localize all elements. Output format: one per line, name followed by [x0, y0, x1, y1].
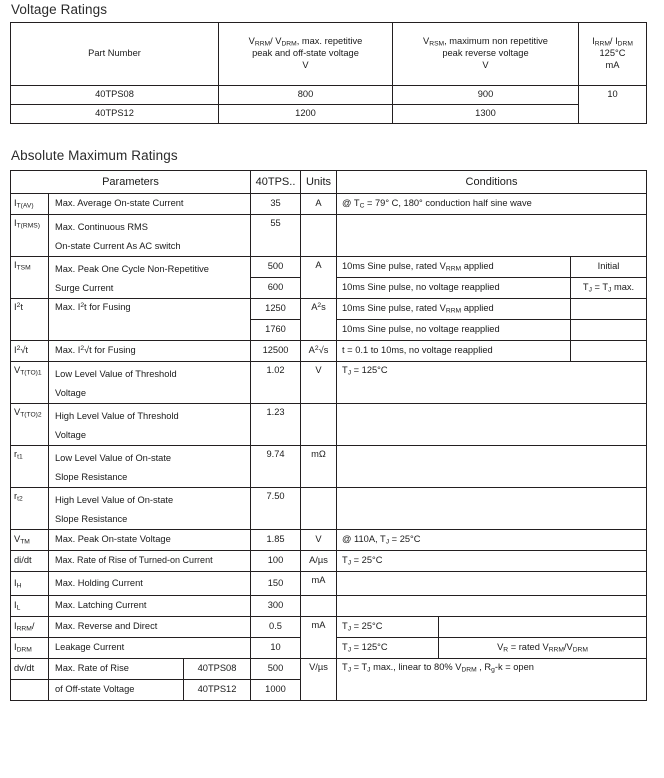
- cell-units-didt: A/µs: [301, 551, 337, 572]
- parameter-line2: On-state Current As AC switch: [55, 241, 181, 251]
- cell-conditions-itsm-b: [337, 278, 647, 299]
- cell-vrrm-vdrm: 800: [219, 86, 393, 105]
- table-row: [11, 86, 647, 105]
- table-row-i2t-a: [11, 299, 647, 320]
- table-row-dvdt-a: [11, 659, 647, 680]
- condition-text-i2t-b: 10ms Sine pulse, no voltage reapplied: [337, 320, 571, 340]
- cell-symbol-vt-to-1: $V_{T(TO)1}$: [11, 362, 49, 404]
- cell-value-vt-to-1: 1.02: [251, 362, 301, 404]
- cell-units-it-rms: [301, 215, 337, 257]
- cell-conditions-idrm: [337, 638, 647, 659]
- cell-parameter-didt: Max. Rate of Rise of Turned-on Current: [49, 551, 251, 572]
- vrrm-header-unit: V: [302, 59, 309, 70]
- cell-parameter-i2rt: Max. $I^2√t$ for Fusing: [49, 341, 251, 362]
- table-row-rt2: [11, 488, 647, 530]
- parameter-line1: Low Level Value of On-state: [55, 453, 172, 463]
- column-header-parameters: Parameters: [11, 171, 251, 194]
- condition-text-itsm-a: 10ms Sine pulse, rated $V_{RRM}$ applied: [337, 257, 571, 277]
- table-row-it-rms: [11, 215, 647, 257]
- cell-parameter-dvdt-b: [49, 680, 251, 701]
- cell-parameter-ih: Max. Holding Current: [49, 572, 251, 596]
- cell-value-vtm: 1.85: [251, 530, 301, 551]
- cell-conditions-vt-to-2: [337, 404, 647, 446]
- table-row-itsm-a: [11, 257, 647, 278]
- condition-text-i2rt: t = 0.1 to 10ms, no voltage reapplied: [337, 341, 571, 361]
- voltage-ratings-table: [10, 22, 647, 124]
- cell-conditions-it-av: @ $T_C = 79^\circ$ C, 180° conduction half sine wave: [337, 194, 647, 215]
- cell-units-it-av: A: [301, 194, 337, 215]
- cell-symbol-idrm: $I_{DRM}$: [11, 638, 49, 659]
- cell-parameter-rt2: [49, 488, 251, 530]
- parameter-line1: High Level Value of Threshold: [55, 411, 179, 421]
- cell-value-il: 300: [251, 596, 301, 617]
- page-title-voltage-ratings: Voltage Ratings: [11, 2, 108, 17]
- cell-value-rt1: 9.74: [251, 446, 301, 488]
- cell-units-i2t: $A^2s$: [301, 299, 337, 341]
- cell-symbol-ih: $I_H$: [11, 572, 49, 596]
- table-row: [11, 105, 647, 124]
- cell-conditions-il: [337, 596, 647, 617]
- column-header-units: Units: [301, 171, 337, 194]
- column-header-part-number: [11, 23, 219, 86]
- table-row-irrm: [11, 617, 647, 638]
- cell-initial-tj: $T_J = T_J$ max.: [582, 282, 635, 294]
- cell-conditions-dvdt: $T_J = T_J$ max., linear to 80% $V_{DRM}$ , $R_g-k$ = open: [337, 659, 647, 701]
- cell-value-rt2: 7.50: [251, 488, 301, 530]
- table-row-vt-to-2: [11, 404, 647, 446]
- cell-conditions-rt2: [337, 488, 647, 530]
- cell-vrsm: 900: [393, 86, 579, 105]
- cell-type-dvdt-b: 40TPS12: [197, 684, 237, 695]
- cell-units-ih: mA: [301, 572, 337, 596]
- cell-conditions-it-rms: [337, 215, 647, 257]
- cell-value-vt-to-2: 1.23: [251, 404, 301, 446]
- cell-units-irrm: mA: [301, 617, 337, 659]
- column-header-vrrm-vdrm: [219, 23, 393, 86]
- parameter-line2: Slope Resistance: [55, 472, 128, 482]
- cell-conditions-ih: [337, 572, 647, 596]
- cell-parameter-i2t: Max. $I^2t$ for Fusing: [49, 299, 251, 341]
- cell-initial-spacer-b: [571, 320, 647, 340]
- cell-conditions-irrm: [337, 617, 647, 638]
- cell-symbol-vtm: $V_{TM}$: [11, 530, 49, 551]
- cell-value-dvdt-a: 500: [251, 659, 301, 680]
- cell-conditions-i2t-a: [337, 299, 647, 320]
- cell-parameter-dvdt-a: [49, 659, 251, 680]
- cell-conditions-vt-to-1: $T_J = 125^\circ C$: [337, 362, 647, 404]
- parameter-text-dvdt-a: Max. Rate of Rise: [49, 659, 184, 679]
- cell-value-i2rt: 12500: [251, 341, 301, 362]
- condition-text-i2t-a: 10ms Sine pulse, rated $V_{RRM}$ applied: [337, 299, 571, 319]
- cell-symbol-dvdt: dv/dt: [11, 659, 49, 680]
- cell-initial-label: Initial: [597, 261, 620, 272]
- irrm-header-unit: mA: [605, 59, 620, 70]
- absolute-maximum-ratings-table: [10, 170, 647, 701]
- table-row-il: [11, 596, 647, 617]
- cell-conditions-vtm: @ 110A, $T_J = 25^\circ C$: [337, 530, 647, 551]
- cell-parameter-irrm: Max. Reverse and Direct: [49, 617, 251, 638]
- vrsm-header-line1: $V_{RSM}$, maximum non repetitive: [423, 36, 548, 48]
- cell-value-i2t-a: 1250: [251, 299, 301, 320]
- cell-type-dvdt-a: 40TPS08: [197, 663, 237, 674]
- cell-parameter-vt-to-1: [49, 362, 251, 404]
- table-row-ih: [11, 572, 647, 596]
- cell-part-number: 40TPS12: [11, 105, 219, 124]
- cell-units-rt1: mΩ: [301, 446, 337, 488]
- cell-value-it-rms: 55: [251, 215, 301, 257]
- condition-text-idrm: $T_J = 125^\circ C$: [337, 638, 439, 658]
- table-row-vt-to-1: [11, 362, 647, 404]
- cell-conditions-didt: $T_J = 25^\circ C$: [337, 551, 647, 572]
- cell-symbol-il: $I_L$: [11, 596, 49, 617]
- condition-text-itsm-b: 10ms Sine pulse, no voltage reapplied: [337, 278, 571, 298]
- cell-vr-rated: $V_R$ = rated $V_{RRM}/V_{DRM}$: [497, 642, 588, 654]
- cell-conditions-itsm-a: [337, 257, 647, 278]
- cell-symbol-itsm: $I_{TSM}$: [11, 257, 49, 299]
- parameter-line2: Surge Current: [55, 283, 114, 293]
- table-row-it-av: [11, 194, 647, 215]
- cell-symbol-i2rt: $I^2√t$: [11, 341, 49, 362]
- cell-symbol-didt: di/dt: [11, 551, 49, 572]
- cell-units-itsm: A: [301, 257, 337, 299]
- condition-text-irrm: $T_J = 25^\circ C$: [337, 617, 439, 637]
- cell-value-idrm: 10: [251, 638, 301, 659]
- cell-parameter-it-rms: [49, 215, 251, 257]
- cell-value-itsm-a: 500: [251, 257, 301, 278]
- cell-symbol-i2t: $I^2t$: [11, 299, 49, 341]
- cell-vrsm: 1300: [393, 105, 579, 124]
- cell-symbol-vt-to-2: $V_{T(TO)2}$: [11, 404, 49, 446]
- cell-parameter-idrm: Leakage Current: [49, 638, 251, 659]
- column-header-conditions: Conditions: [337, 171, 647, 194]
- cell-value-i2t-b: 1760: [251, 320, 301, 341]
- cell-parameter-it-av: Max. Average On-state Current: [49, 194, 251, 215]
- parameter-line2: Voltage: [55, 430, 87, 440]
- irrm-header-line1: $I_{RRM}/$ $I_{DRM}$: [592, 36, 633, 48]
- table-row-didt: [11, 551, 647, 572]
- cell-symbol-it-av: $I_{T(AV)}$: [11, 194, 49, 215]
- table-header-row: [11, 171, 647, 194]
- cell-units-il: [301, 596, 337, 617]
- cell-symbol-rt2: $r_{t2}$: [11, 488, 49, 530]
- cell-conditions-i2rt: [337, 341, 647, 362]
- table-header-row: [11, 23, 647, 86]
- cell-value-didt: 100: [251, 551, 301, 572]
- cell-part-number: 40TPS08: [11, 86, 219, 105]
- cell-parameter-vt-to-2: [49, 404, 251, 446]
- cell-units-vtm: V: [301, 530, 337, 551]
- parameter-line2: Voltage: [55, 388, 87, 398]
- table-row-rt1: [11, 446, 647, 488]
- cell-symbol-dvdt-spacer: [11, 680, 49, 701]
- parameter-text-dvdt-b: of Off-state Voltage: [49, 680, 184, 700]
- cell-units-vt-to-2: [301, 404, 337, 446]
- column-header-type: 40TPS..: [251, 171, 301, 194]
- parameter-line1: Max. Peak One Cycle Non-Repetitive: [55, 264, 209, 274]
- cell-symbol-it-rms: $I_{T(RMS)}$: [11, 215, 49, 257]
- column-header-irrm-idrm: [579, 23, 647, 86]
- cell-initial-spacer-c: [571, 341, 647, 361]
- part-number-label: Part Number: [88, 48, 141, 59]
- cell-vrrm-vdrm: 1200: [219, 105, 393, 124]
- cell-units-rt2: [301, 488, 337, 530]
- cell-parameter-rt1: [49, 446, 251, 488]
- cell-symbol-rt1: $r_{t1}$: [11, 446, 49, 488]
- cell-parameter-itsm: [49, 257, 251, 299]
- cell-value-it-av: 35: [251, 194, 301, 215]
- cell-conditions-i2t-b: [337, 320, 647, 341]
- parameter-line2: Slope Resistance: [55, 514, 128, 524]
- vrsm-header-line2: peak reverse voltage: [442, 48, 529, 59]
- cell-parameter-il: Max. Latching Current: [49, 596, 251, 617]
- cell-vr-rated-top: [439, 617, 647, 637]
- irrm-header-temp: 125°C: [599, 48, 626, 59]
- cell-initial-spacer-a: [571, 299, 647, 319]
- parameter-line1: Max. Continuous RMS: [55, 222, 149, 232]
- cell-value-irrm: 0.5: [251, 617, 301, 638]
- parameter-line1: High Level Value of On-state: [55, 495, 174, 505]
- cell-symbol-irrm: $I_{RRM}/$: [11, 617, 49, 638]
- vrrm-header-line1: $V_{RRM}/$ $V_{DRM}$, max. repetitive: [248, 36, 363, 48]
- page-title-absolute-maximum-ratings: Absolute Maximum Ratings: [11, 148, 178, 163]
- cell-value-dvdt-b: 1000: [251, 680, 301, 701]
- cell-conditions-rt1: [337, 446, 647, 488]
- cell-value-itsm-b: 600: [251, 278, 301, 299]
- table-row-i2rt: [11, 341, 647, 362]
- cell-units-vt-to-1: V: [301, 362, 337, 404]
- vrrm-header-line2: peak and off-state voltage: [252, 48, 359, 59]
- parameter-line1: Low Level Value of Threshold: [55, 369, 177, 379]
- column-header-vrsm: [393, 23, 579, 86]
- vrsm-header-unit: V: [482, 59, 489, 70]
- cell-parameter-vtm: Max. Peak On-state Voltage: [49, 530, 251, 551]
- cell-units-dvdt: V/µs: [301, 659, 337, 701]
- table-row-vtm: [11, 530, 647, 551]
- cell-value-ih: 150: [251, 572, 301, 596]
- cell-irrm-idrm: 10: [579, 86, 647, 124]
- cell-units-i2rt: $A^2√s$: [301, 341, 337, 362]
